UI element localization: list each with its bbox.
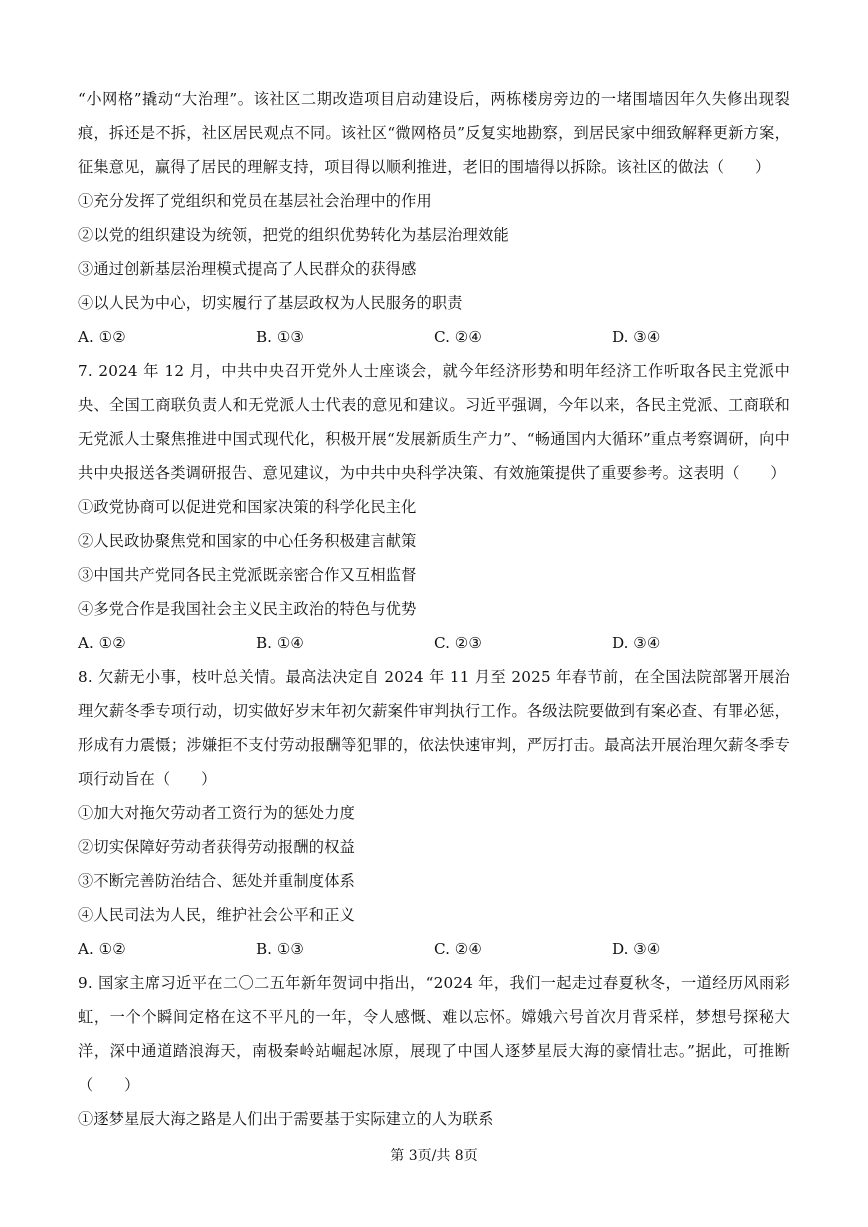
question-6-option-1: ①充分发挥了党组织和党员在基层社会治理中的作用	[78, 192, 432, 210]
question-9-option-1: ①逐梦星辰大海之路是人们出于需要基于实际建立的人为联系	[78, 1110, 494, 1128]
question-8-choice-a[interactable]: A. ①②	[78, 940, 126, 958]
question-6-choice-d[interactable]: D. ③④	[612, 328, 661, 346]
question-8	[78, 660, 790, 966]
question-6-choice-c[interactable]: C. ②④	[434, 328, 482, 346]
question-6-option-2: ②以党的组织建设为统领，把党的组织优势转化为基层治理效能	[78, 226, 509, 244]
question-7-choice-a[interactable]: A. ①②	[78, 634, 126, 652]
question-8-choice-c[interactable]: C. ②④	[434, 940, 482, 958]
question-7-choices	[78, 626, 790, 660]
question-8-option-4: ④人民司法为人民，维护社会公平和正义	[78, 906, 355, 924]
question-8-stem: 8. 欠薪无小事，枝叶总关情。最高法决定自 2024 年 11 月至 2025 年春节前，在全国法院部署开展治理欠薪冬季专项行动，切实做好岁末年初欠薪案件审判执行工作。各级法院要做到有案必查、有罪必惩，形成有力震慑；涉嫌拒不支付劳动报酬等犯罪的，依法快速审判，严厉打击。最高法开展治理欠薪冬季专项行动旨在（ ）	[78, 668, 790, 788]
question-6-choices	[78, 320, 790, 354]
question-8-choice-b[interactable]: B. ①③	[256, 940, 305, 958]
question-6-choice-a[interactable]: A. ①②	[78, 328, 126, 346]
question-7-choice-d[interactable]: D. ③④	[612, 634, 661, 652]
page-content	[78, 82, 790, 1136]
question-6-option-3: ③通过创新基层治理模式提高了人民群众的获得感	[78, 260, 417, 278]
question-7	[78, 354, 790, 660]
question-8-option-3: ③不断完善防治结合、惩处并重制度体系	[78, 872, 355, 890]
question-7-choice-b[interactable]: B. ①④	[256, 634, 305, 652]
question-9	[78, 966, 790, 1136]
question-7-option-2: ②人民政协聚焦党和国家的中心任务积极建言献策	[78, 532, 417, 550]
question-8-choices	[78, 932, 790, 966]
question-7-option-1: ①政党协商可以促进党和国家决策的科学化民主化	[78, 498, 417, 516]
question-6-choice-b[interactable]: B. ①③	[256, 328, 305, 346]
question-9-stem: 9. 国家主席习近平在二〇二五年新年贺词中指出，“2024 年，我们一起走过春夏秋冬，一道经历风雨彩虹，一个个瞬间定格在这不平凡的一年，令人感慨、难以忘怀。嫦娥六号首次月背采样，梦想号探秘大洋，深中通道踏浪海天，南极秦岭站崛起冰原，展现了中国人逐梦星辰大海的豪情壮志。”据此，可推断（ ）	[78, 974, 790, 1094]
question-6-stem: “小网格”撬动“大治理”。该社区二期改造项目启动建设后，两栋楼房旁边的一堵围墙因年久失修出现裂痕，拆还是不拆，社区居民观点不同。该社区“微网格员”反复实地勘察，到居民家中细致解释更新方案，征集意见，赢得了居民的理解支持，项目得以顺利推进，老旧的围墙得以拆除。该社区的做法（ ）	[78, 90, 790, 176]
question-8-choice-d[interactable]: D. ③④	[612, 940, 661, 958]
question-6	[78, 82, 790, 354]
question-6-option-4: ④以人民为中心，切实履行了基层政权为人民服务的职责	[78, 294, 463, 312]
question-7-option-3: ③中国共产党同各民主党派既亲密合作又互相监督	[78, 566, 417, 584]
page-footer: 第 3页/共 8页	[390, 1148, 478, 1164]
question-7-choice-c[interactable]: C. ②③	[434, 634, 482, 652]
question-8-option-1: ①加大对拖欠劳动者工资行为的惩处力度	[78, 804, 355, 822]
question-7-stem: 7. 2024 年 12 月，中共中央召开党外人士座谈会，就今年经济形势和明年经济工作听取各民主党派中央、全国工商联负责人和无党派人士代表的意见和建议。习近平强调，今年以来，各民主党派、工商联和无党派人士聚焦推进中国式现代化，积极开展“发展新质生产力”、“畅通国内大循环”重点考察调研，向中共中央报送各类调研报告、意见建议，为中共中央科学决策、有效施策提供了重要参考。这表明（ ）	[78, 362, 790, 482]
question-7-option-4: ④多党合作是我国社会主义民主政治的特色与优势	[78, 600, 417, 618]
question-8-option-2: ②切实保障好劳动者获得劳动报酬的权益	[78, 838, 355, 856]
